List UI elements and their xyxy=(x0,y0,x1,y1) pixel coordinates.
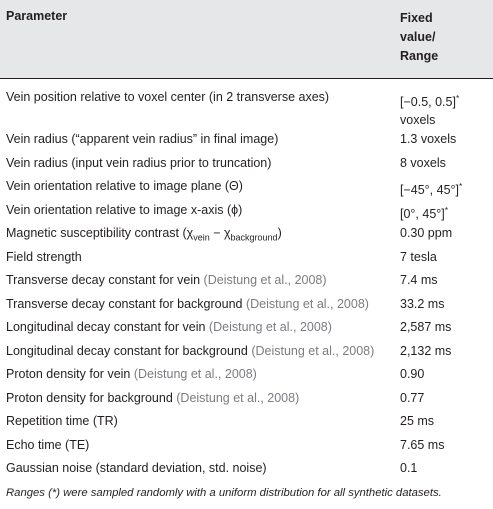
citation-link[interactable]: (Deistung et al., 2008) xyxy=(245,296,369,311)
header-value-range: Fixed value/ Range xyxy=(400,11,439,63)
table-header xyxy=(0,0,493,78)
citation-link[interactable]: (Deistung et al., 2008) xyxy=(133,367,257,381)
citation-link[interactable]: (Deistung et al., 2008) xyxy=(176,390,300,405)
header-rule xyxy=(0,78,493,79)
table-footnote: Ranges (*) were sampled randomly with a uniform distribution for all synthetic datasets. xyxy=(6,487,442,499)
citation-link[interactable]: (Deistung et al., 2008) xyxy=(208,320,332,334)
citation-link[interactable]: (Deistung et al., 2008) xyxy=(251,343,375,358)
header-parameter: Parameter xyxy=(6,9,68,23)
citation-link[interactable]: (Deistung et al., 2008) xyxy=(203,273,327,287)
